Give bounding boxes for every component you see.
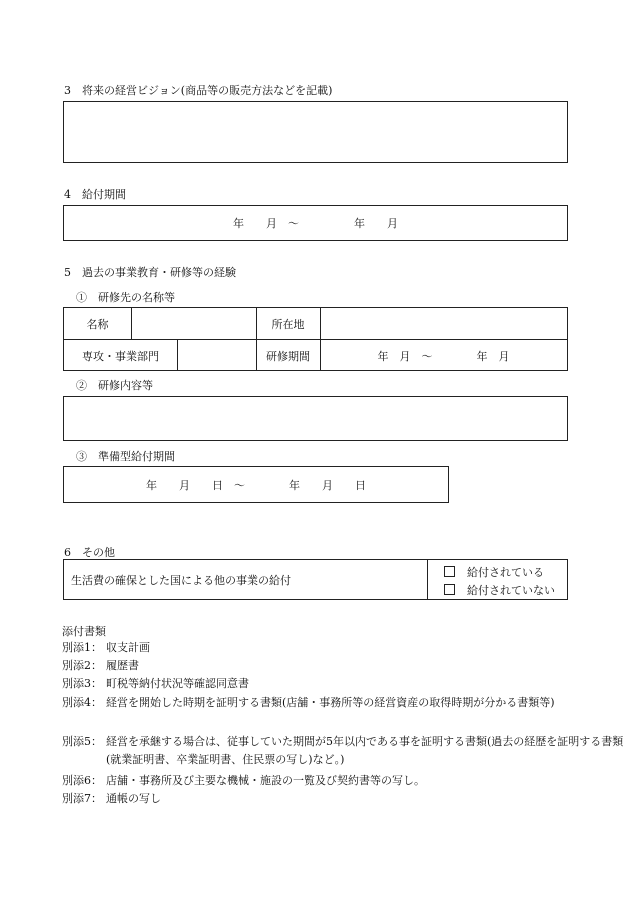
section-6-title: 6 その他 <box>64 546 115 559</box>
benefit-period-text: 年 月 〜 年 月 <box>233 217 398 230</box>
attachment-label: 別添5： <box>62 735 102 748</box>
section-3-title: 3 将来の経営ビジョン(商品等の販売方法などを記載) <box>64 84 333 97</box>
option-received[interactable] <box>444 564 544 580</box>
training-content-subtitle: ② 研修内容等 <box>76 379 153 392</box>
attachment-text: 経営を開始した時期を証明する書類(店舗・事務所等の経営資産の取得時期が分かる書類等) <box>106 696 555 709</box>
attachment-label: 別添2： <box>62 659 102 672</box>
attachment-text: 経営を承継する場合は、従事していた期間が5年以内である事を証明する書類(過去の経歴を証明する書類(就業証明書、卒業証明書、住民票の写し)など。) <box>106 735 624 766</box>
attachment-label: 別添1： <box>62 641 102 654</box>
attachment-text: 履歴書 <box>106 659 139 672</box>
option-not-received-label: 給付されていない <box>467 584 555 597</box>
location-label: 所在地 <box>271 317 305 331</box>
location-input[interactable] <box>320 308 567 339</box>
prep-period-field[interactable] <box>63 466 449 503</box>
table-row <box>64 340 567 371</box>
vision-textarea[interactable] <box>63 101 568 163</box>
section-5-title: 5 過去の事業教育・研修等の経験 <box>64 266 236 279</box>
checkbox-icon[interactable] <box>444 584 455 595</box>
section-4-title: 4 給付期間 <box>64 188 126 201</box>
prep-period-subtitle: ③ 準備型給付期間 <box>76 450 175 463</box>
attachment-label: 別添7： <box>62 792 102 805</box>
major-label: 専攻・事業部門 <box>82 349 159 363</box>
option-not-received[interactable] <box>444 582 555 598</box>
training-info-table <box>63 307 568 371</box>
attachment-label: 別添3： <box>62 677 102 690</box>
training-period-label: 研修期間 <box>266 349 310 363</box>
training-content-textarea[interactable] <box>63 396 568 441</box>
major-input[interactable] <box>177 340 256 371</box>
other-benefit-label: 生活費の確保とした国による他の事業の給付 <box>71 573 291 587</box>
training-name-subtitle: ① 研修先の名称等 <box>76 291 175 304</box>
attachment-text: 町税等納付状況等確認同意書 <box>106 677 249 690</box>
other-benefit-table <box>63 559 568 600</box>
attachment-text: 収支計画 <box>106 641 150 654</box>
name-label: 名称 <box>86 317 109 331</box>
benefit-period-field[interactable] <box>63 205 568 241</box>
option-received-label: 給付されている <box>467 566 544 579</box>
name-input[interactable] <box>131 308 256 339</box>
checkbox-icon[interactable] <box>444 566 455 577</box>
prep-period-text: 年 月 日 〜 年 月 日 <box>146 478 366 492</box>
attachment-text: 通帳の写し <box>106 792 161 805</box>
attachment-label: 別添4： <box>62 696 102 709</box>
training-period-input[interactable]: 年 月 〜 年 月 <box>377 349 510 363</box>
attachment-text: 店舗・事務所及び主要な機械・施設の一覧及び契約書等の写し。 <box>106 774 425 787</box>
table-row <box>64 308 567 339</box>
attachments-heading: 添付書類 <box>62 625 106 638</box>
attachment-label: 別添6： <box>62 774 102 787</box>
